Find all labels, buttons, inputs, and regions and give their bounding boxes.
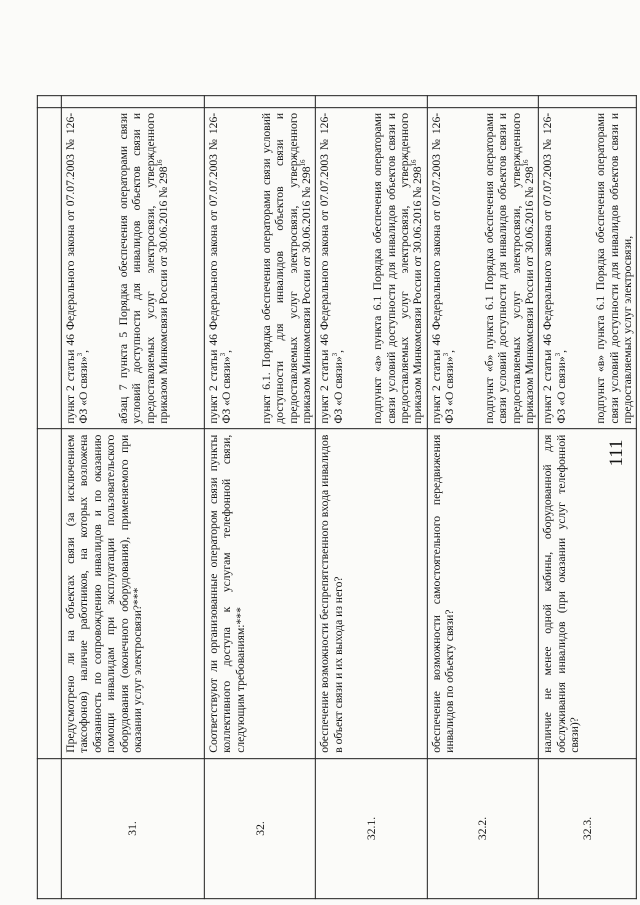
table-cell-empty [37,107,61,429]
table-cell-empty [37,96,61,108]
legal-reference: подпункт «б» пункта 6.1 Порядка обеспечения операторами связи условий доступности для инвалидов объектов связи и предоставляемых услуг электросвязи, утвержденного приказом Минкомсвязи России от 30.06.2016 № $298^{16}$ [482,112,536,424]
legal-basis [61,107,204,429]
table-row [204,96,315,899]
table-cell-empty [427,96,538,108]
requirement-text: Соответствуют ли организованные оператором связи пункты коллективного доступа к услугам телефонной связи, следующим требованиям:*** [204,429,315,758]
table-cell-empty [539,96,637,108]
table-row [61,96,204,899]
legal-basis [204,107,315,429]
item-number: 32.2. [427,758,538,898]
legal-reference: пункт 6.1. Порядка обеспечения операторами связи условий доступности для инвалидов объектов связи и предоставляемых услуг электросвязи, утвержденного приказом Минкомсвязи России от 30.06.2016 № $298^{16}$ [259,112,313,424]
legal-reference: подпункт «а» пункта 6.1 Порядка обеспечения операторами связи условий доступности для инвалидов объектов связи и предоставляемых услуг электросвязи, утвержденного приказом Минкомсвязи России от 30.06.2016 № $298^{16}$ [371,112,425,424]
table-cell-empty [204,96,315,108]
table-cell-empty [316,96,427,108]
table-row [539,96,637,899]
legal-reference: пункт 2 статьи 46 Федерального закона от 07.07.2003 № 126-ФЗ «О связи»$^3$, [429,112,457,424]
requirement-text: обеспечение возможности самостоятельного передвижения инвалидов по объекту связи? [427,429,538,758]
page-number: 111 [606,439,627,467]
legal-reference: подпункт «в» пункта 6.1 Порядка обеспечения операторами связи условий доступности для инвалидов объектов связи и предоставляемых услуг электросвязи, [593,112,634,424]
inspection-checklist-table [37,95,637,899]
item-number: 32. [204,758,315,898]
table-row [427,96,538,899]
requirement-text: Предусмотрено ли на объектах связи (за исключением таксофонов) наличие работников, на которых возложена обязанность по сопровождению инвалидов и по оказанию помощи инвалидам при эксплуатации пользовательского оборудования (оконечного оборудования), применяемого при оказании услуг электросвязи?*** [61,429,204,758]
requirement-text: наличие не менее одной кабины, оборудованной для обслуживания инвалидов (при оказании услуг телефонной связи)? [539,429,637,758]
legal-basis [427,107,538,429]
legal-reference: абзац 7 пункта 5 Порядка обеспечения операторами связи условий доступности для инвалидов объектов связи и предоставляемых услуг электросвязи, утвержденного приказом Минкомсвязи России от 30.06.2016 № $298^{16}$ [116,112,170,424]
legal-basis [316,107,427,429]
legal-reference: пункт 2 статьи 46 Федерального закона от 07.07.2003 № 126-ФЗ «О связи»$^3$, [541,112,568,424]
table-cell-empty [37,429,61,758]
legal-reference: пункт 2 статьи 46 Федерального закона от 07.07.2003 № 126-ФЗ «О связи»$^3$, [63,112,91,424]
item-number: 32.3. [539,758,637,898]
legal-basis [539,107,637,429]
table-cell-empty [37,758,61,898]
requirement-text: обеспечение возможности беспрепятственного входа инвалидов в объект связи и их выхода из него? [316,429,427,758]
legal-reference: пункт 2 статьи 46 Федерального закона от 07.07.2003 № 126-ФЗ «О связи»$^3$, [318,112,345,424]
legal-reference: пункт 2 статьи 46 Федерального закона от 07.07.2003 № 126-ФЗ «О связи»$^3$, [206,112,234,424]
item-number: 31. [61,758,204,898]
item-number: 32.1. [316,758,427,898]
table-cell-empty [61,96,204,108]
table-row [316,96,427,899]
table-row-header-fragment [37,96,61,899]
